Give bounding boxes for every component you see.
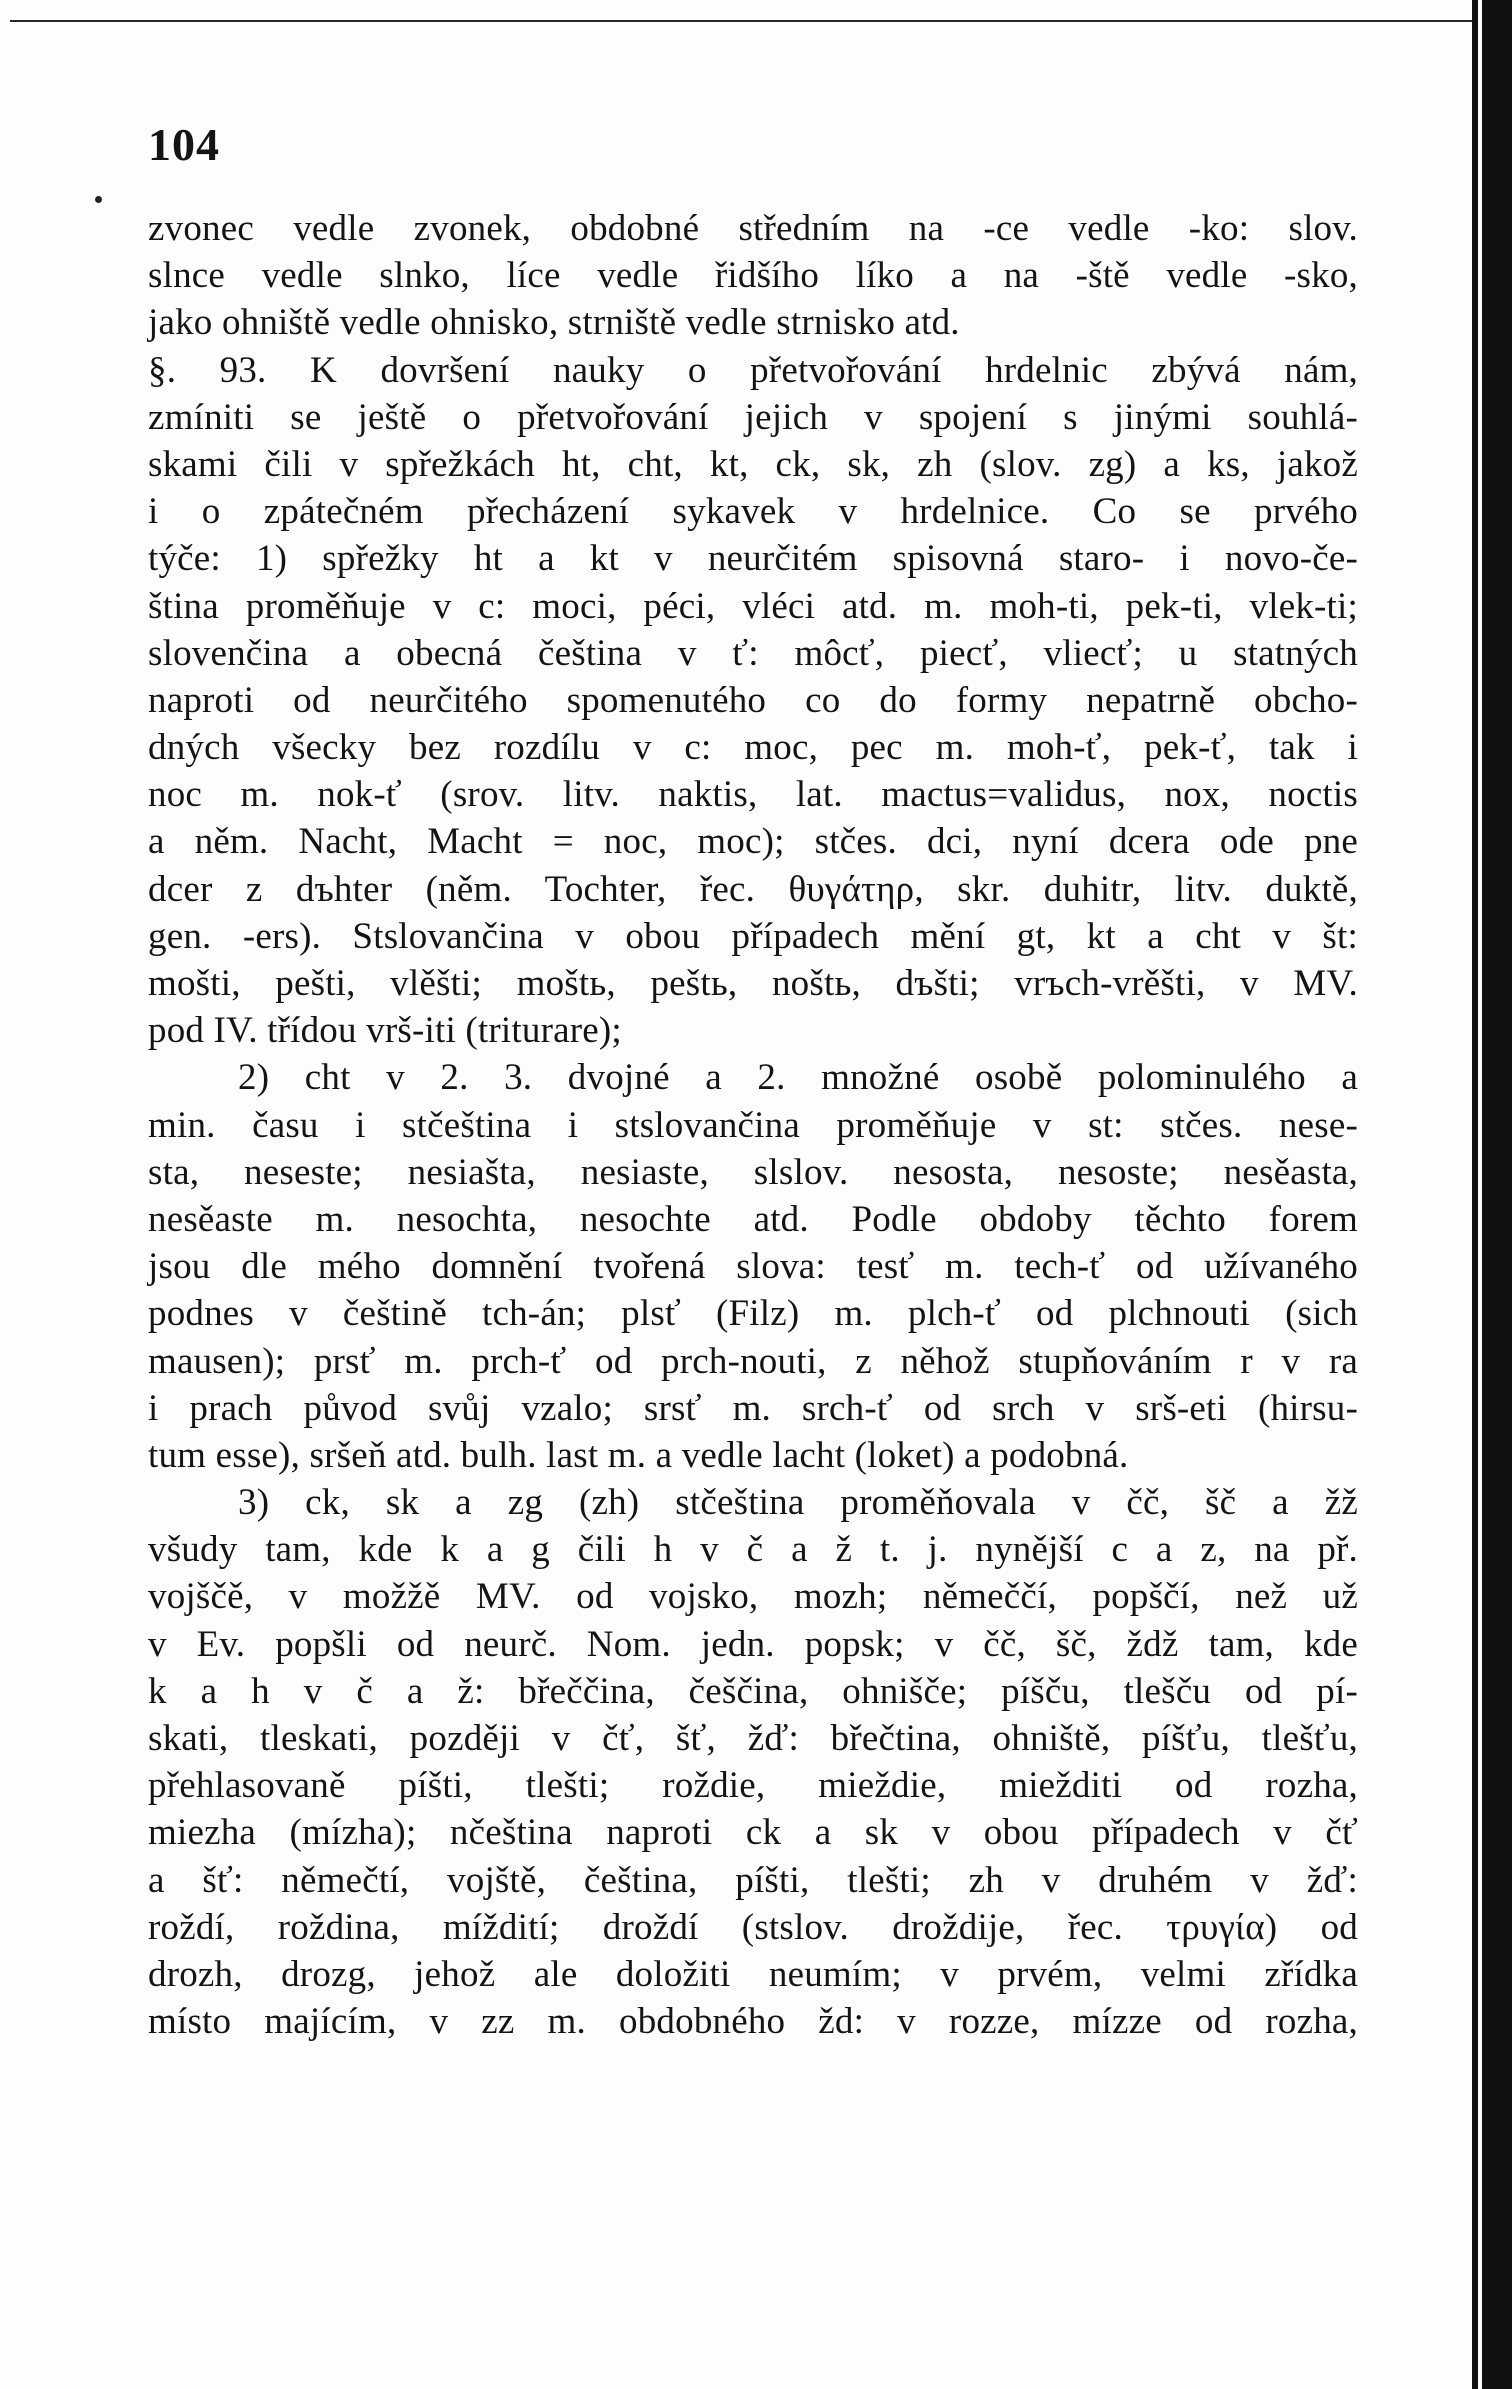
text-line: roždí, roždina, míždití; droždí (stslov. droždije, řec. τρυγία) od (148, 1906, 1358, 1948)
text-line: přehlasovaně píšti, tlešti; roždie, mieždie, miežditi od rozha, (148, 1765, 1358, 1807)
margin-dot (95, 196, 102, 203)
text-line: slovenčina a obecná čeština v ť: môcť, piecť, vliecť; u statných (148, 632, 1358, 674)
text-line: jsou dle mého domnění tvořená slova: tesť m. tech-ť od užívaného (148, 1246, 1358, 1288)
text-line: slnce vedle slnko, líce vedle řidšího líko a na -ště vedle -sko, (148, 255, 1358, 297)
text-line: k a h v č a ž: břeččina, češčina, ohnišče; píšču, tlešču od pí- (148, 1670, 1358, 1712)
text-line: týče: 1) spřežky ht a kt v neurčitém spisovná staro- i novo-če- (148, 538, 1358, 580)
text-line: skati, tleskati, později v čť, šť, žď: břečtina, ohniště, píšťu, tlešťu, (148, 1718, 1358, 1759)
text-line: 2) cht v 2. 3. dvojné a 2. množné osobě polominulého a (238, 1057, 1358, 1099)
text-line: sta, neseste; nesiašta, nesiaste, slslov. nesosta, nesoste; nesěasta, (148, 1151, 1358, 1193)
text-line: miezha (mízha); nčeština naproti ck a sk v obou případech v čť (148, 1812, 1358, 1854)
text-line: §. 93. K dovršení nauky o přetvořování hrdelnic zbývá nám, (148, 349, 1358, 391)
text-line: vojščě, v možžě MV. od vojsko, mozh; němeččí, popščí, než už (148, 1576, 1358, 1618)
text-line: jako ohniště vedle ohnisko, strniště vedle strnisko atd. (148, 302, 960, 344)
text-line: a šť: němečtí, vojště, čeština, píšti, tlešti; zh v druhém v žď: (148, 1859, 1358, 1901)
text-line: skami čili v spřežkách ht, cht, kt, ck, sk, zh (slov. zg) a ks, jakož (148, 443, 1358, 485)
text-line: a něm. Nacht, Macht = noc, moc); stčes. dci, nyní dcera ode pne (148, 821, 1358, 863)
text-line: i o zpátečném přecházení sykavek v hrdelnice. Co se prvého (148, 491, 1358, 533)
text-line: dných všecky bez rozdílu v c: moc, pec m. moh-ť, pek-ť, tak i (148, 727, 1358, 769)
page-number: 104 (148, 119, 220, 170)
text-line: zvonec vedle zvonek, obdobné středním na -ce vedle -ko: slov. (148, 208, 1358, 249)
text-line: naproti od neurčitého spomenutého co do formy nepatrně obcho- (148, 679, 1358, 721)
text-line: mošti, pešti, vlěšti; moštь, peštь, noštь, dъšti; vrъch-vrěšti, v MV. (148, 963, 1358, 1004)
text-line: noc m. nok-ť (srov. litv. naktis, lat. mactus=validus, nox, noctis (148, 774, 1358, 816)
text-line: mausen); prsť m. prch-ť od prch-nouti, z něhož stupňováním r v ra (148, 1340, 1358, 1382)
text-line: místo majícím, v zz m. obdobného žd: v rozze, mízze od rozha, (148, 2001, 1358, 2043)
text-line: 3) ck, sk a zg (zh) stčeština proměňovala v čč, šč a žž (238, 1482, 1358, 1524)
text-line: min. času i stčeština i stslovančina proměňuje v st: stčes. nese- (148, 1104, 1358, 1146)
right-page-edge (1472, 0, 1512, 2389)
text-line: podnes v češtině tch-án; plsť (Filz) m. plch-ť od plchnouti (sich (148, 1293, 1358, 1335)
text-line: všudy tam, kde k a g čili h v č a ž t. j. nynější c a z, na př. (148, 1529, 1358, 1571)
text-line: ština proměňuje v c: moci, péci, vléci atd. m. moh-ti, pek-ti, vlek-ti; (148, 585, 1358, 627)
text-line: gen. -ers). Stslovančina v obou případech mění gt, kt a cht v št: (148, 915, 1358, 957)
text-line: tum esse), sršeň atd. bulh. last m. a vedle lacht (loket) a podobná. (148, 1434, 1129, 1476)
body-text (148, 205, 1358, 2045)
text-line: drozh, drozg, jehož ale doložiti neumím; v prvém, velmi zřídka (148, 1953, 1358, 1995)
text-line: pod IV. třídou vrš-iti (triturare); (148, 1010, 622, 1052)
text-line: nesěaste m. nesochta, nesochte atd. Podle obdoby těchto forem (148, 1198, 1358, 1240)
text-line: v Ev. popšli od neurč. Nom. jedn. popsk; v čč, šč, ždž tam, kde (148, 1623, 1358, 1665)
top-border-line (10, 20, 1490, 22)
text-line: dcer z dъhter (něm. Tochter, řec. θυγάτηρ, skr. duhitr, litv. duktě, (148, 868, 1358, 910)
text-line: zmíniti se ještě o přetvořování jejich v spojení s jinými souhlá- (148, 396, 1358, 438)
text-line: i prach původ svůj vzalo; srsť m. srch-ť od srch v srš-eti (hirsu- (148, 1387, 1358, 1429)
